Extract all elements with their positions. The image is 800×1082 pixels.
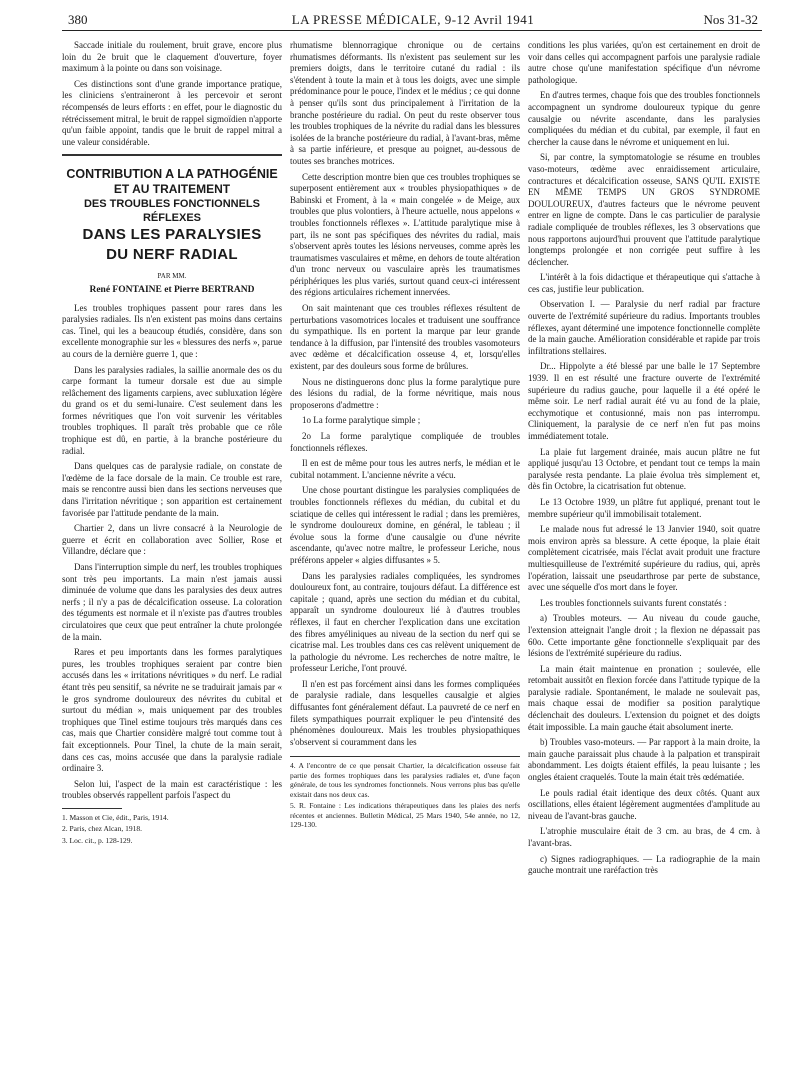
- footnote: 4. A l'encontre de ce que pensait Chartier, la décalcification osseuse fait partie des formes trophiques dans les paralysies radiales et, d'une façon générale, de tous les syndromes fonctionnels. Nous verrons plus bas qu'elle existait dans nos deux cas.: [290, 761, 520, 799]
- paragraph: Cette description montre bien que ces troubles trophiques se superposent entièrement aux « troubles physiopathiques » de Babinski et Froment, à la « main congelée » de Meige, aux troubles que plus volontiers, à l'heure actuelle, nous appelons « troubles fonctionnels réflexes ». L'attitude paralytique mise à part, ils ne sont pas spécifiques des névrites du radial, mais s'observent après toutes les lésions nerveuses, comme après les traumatismes vasculaires et même, en dehors de toute altération d'un tronc nerveux ou vasculaire après les traumatismes périphériques les plus variés, surtout quand ceux-ci intéressent des régions articulaires richement innervées.: [290, 171, 520, 298]
- paragraph: Si, par contre, la symptomatologie se résume en troubles vaso-moteurs, œdème avec enraidissement articulaire, contractures et décalcification osseuse, SANS QU'IL EXISTE EN MÊME TEMPS UN GROS SYNDROME DOULOUREUX, d'autres facteurs que le névrome peuvent entrer en ligne de compte. Dans le cas particulier de paralysie radiale compliquée de troubles réflexes, les 3 observations que nous rapportons aujourd'hui prouvent que l'attitude paralytique longtemps prolongée et non corrigée peut suffire à les déclencher.: [528, 152, 760, 267]
- authors: René FONTAINE et Pierre BERTRAND: [89, 284, 255, 295]
- paragraph: Selon lui, l'aspect de la main est caractéristique : les troubles observés rappellent parfois l'aspect du: [62, 778, 282, 801]
- paragraph: 1o La forme paralytique simple ;: [302, 415, 421, 426]
- paragraph: Dans quelques cas de paralysie radiale, on constate de l'œdème de la face dorsale de la main. Ce trouble est rare, mais se rencontre aussi bien dans les sections nerveuses que dans l'irritation névritique ; son apparition est certainement favorisée par l'attitude pendante de la main.: [62, 461, 282, 518]
- paragraph: a) Troubles moteurs. — Au niveau du coude gauche, l'extension atteignait l'angle droit ; la flexion ne dépassait pas 60o. Cette importante gêne fonctionnelle s'expliquait par des lésions de l'extrémité supérieure du radius.: [528, 613, 760, 659]
- paragraph: b) Troubles vaso-moteurs. — Par rapport à la main droite, la main gauche paraissait plus chaude à la palpation et transpirait abondamment. Les doigts étaient effilés, la peau luisante ; les ongles étaient craquelés. Toute la main était très œdématiée.: [528, 737, 760, 783]
- paragraph: On sait maintenant que ces troubles réflexes résultent de perturbations vasomotrices locales et traduisent une souffrance du sympathique. Ils en portent la marque par leur grande tendance à la diffusion, par l'intensité des troubles vasomoteurs avec œdème et décalcification osseuse 4, et, lorsqu'elles existent, par des douleurs sous forme de brûlures.: [290, 303, 520, 372]
- paragraph: Les troubles trophiques passent pour rares dans les paralysies radiales. Ils n'en existent pas moins dans certains cas. Tinel, qui les a beaucoup étudiés, considère, dans son excellente monographie sur les « blessures des nerfs », parue au cours de la dernière guerre 1, que :: [62, 302, 282, 359]
- footnote-rule: [290, 756, 520, 757]
- page-header: [68, 12, 758, 32]
- footnote: 3. Loc. cit., p. 128-129.: [62, 835, 133, 845]
- paragraph: L'atrophie musculaire était de 3 cm. au bras, de 4 cm. à l'avant-bras.: [528, 826, 760, 848]
- column-2: [290, 40, 520, 1072]
- column-3: [528, 40, 760, 1072]
- paragraph: Nous ne distinguerons donc plus la forme paralytique pure des lésions du radial, de la forme névritique, mais nous proposerons d'admettre :: [290, 376, 520, 410]
- byline-label: PAR MM.: [157, 272, 187, 281]
- article-title-line: RÉFLEXES: [142, 212, 202, 225]
- article-title-line: DU NERF RADIAL: [106, 246, 238, 264]
- footnote: 5. R. Fontaine : Les indications thérapeutiques dans les plaies des nerfs récentes et anciennes. Bulletin Médical, 25 Mars 1940, 54e année, no 12, 129-130.: [290, 801, 520, 830]
- paragraph: La plaie fut largement drainée, mais aucun plâtre ne fut appliqué jusqu'au 13 Octobre, et pendant tout ce temps la main paralysée resta pendante. La plaie évolua très simplement et, dès fin Octobre, la cicatrisation fut obtenue.: [528, 446, 760, 492]
- footnote-rule: [62, 808, 122, 809]
- paragraph: Le pouls radial était identique des deux côtés. Quant aux oscillations, elles étaient légèrement augmentées d'amplitude au niveau de l'avant-bras gauche.: [528, 787, 760, 821]
- article-title-line: DES TROUBLES FONCTIONNELS: [83, 198, 260, 211]
- paragraph: Dans les paralysies radiales, la saillie anormale des os du carpe formant la tumeur dorsale est due au simple relâchement des ligaments carpiens, avec subluxation légère du grand os et du semi-lunaire. C'est seulement dans les formes névritiques que l'on voit survenir les véritables troubles trophiques. Il paraît très probable que ce rôle trophique est dû, en partie, à la branche postérieure du radial.: [62, 364, 282, 456]
- paragraph: Observation I. — Paralysie du nerf radial par fracture ouverte de l'extrémité supérieure du radius. Importants troubles réflexes, ayant déterminé une impotence fonctionnelle complète de la main gauche. Amélioration considérable et rapide par trois infiltrations stellaires.: [528, 299, 760, 356]
- article-title-line: ET AU TRAITEMENT: [113, 182, 231, 197]
- paragraph: Une chose pourtant distingue les paralysies compliquées de troubles fonctionnels réflexes du médian, du cubital et du sciatique de celles qui intéressent le radial ; dans les premières, le syndrome douloureux domine, en général, le tableau ; il évolue sous la forme d'une causalgie ou d'une névrite ascendante, qu'avec notre maître, le professeur Leriche, nous préférons appeler « algies diffusantes » 5.: [290, 485, 520, 565]
- paragraph: rhumatisme blennorragique chronique ou de certains rhumatismes déformants. Ils n'existent pas seulement sur les premiers doigts, dans le territoire cutané du radial : ils s'étendent à toute la main et à tous les doigts, avec une simple prédominance pour le pouce, l'index et le médius ; ce qui donne à penser qu'ils sont dus principalement à l'irritation de la branche postérieure du radial. On peut du reste observer tous les troubles trophiques de la névrite du radial dans les blessures isolées de la branche postérieure du radial, à l'avant-bras, même à sa partie inférieure, et presque au poignet, au-dessous de toutes ses branches motrices.: [290, 40, 520, 166]
- article-title-line: CONTRIBUTION A LA PATHOGÉNIE: [66, 167, 278, 182]
- footnote: 1. Masson et Cie, édit., Paris, 1914.: [62, 812, 169, 822]
- header-rule: [62, 30, 762, 31]
- journal-title: LA PRESSE MÉDICALE, 9-12 Avril 1941: [291, 12, 535, 27]
- issue-number: Nos 31-32: [703, 12, 758, 27]
- paragraph: Le malade nous fut adressé le 13 Janvier 1940, soit quatre mois environ après sa blessure. A cette époque, la plaie était complètement cicatrisée, mais l'éclat avait produit une fracture multiesquilleuse de l'extrémité supérieure du radius, qui, après l'opération, laissait une pseudarthrose par perte de substance, avec une séquelle d'os mort dans le foyer.: [528, 524, 760, 593]
- paragraph: Ces distinctions sont d'une grande importance pratique, les cliniciens s'entraineront à les percevoir et seront récompensés de leurs efforts : en effet, pour le diagnostic du rétrécissement mitral, le bruit de rappel sigmoïdien n'apporte qu'un faible appoint, tandis que le bruit de rappel mitral a une valeur considérable.: [62, 78, 282, 147]
- paragraph: Il en est de même pour tous les autres nerfs, le médian et le cubital notamment. L'ancienne névrite a vécu.: [290, 458, 520, 480]
- paragraph: Chartier 2, dans un livre consacré à la Neurologie de guerre et écrit en collaboration avec Sollier, Rose et Villandre, déclare que :: [62, 523, 282, 557]
- paragraph: L'intérêt à la fois didactique et thérapeutique qui s'attache à ces cas, justifie leur publication.: [528, 272, 760, 294]
- page-number: 380: [68, 12, 88, 27]
- paragraph: Le 13 Octobre 1939, un plâtre fut appliqué, prenant tout le membre supérieur qu'il immobilisait totalement.: [528, 496, 760, 519]
- paragraph: c) Signes radiographiques. — La radiographie de la main gauche montrait une raréfaction très: [528, 853, 760, 876]
- paragraph: 2o La forme paralytique compliquée de troubles fonctionnels réflexes.: [290, 431, 520, 453]
- article-separator: [62, 154, 282, 156]
- footnote: 2. Paris, chez Alcan, 1918.: [62, 824, 142, 834]
- paragraph: Les troubles fonctionnels suivants furent constatés :: [540, 597, 727, 608]
- paragraph: Dans les paralysies radiales compliquées, les syndromes douloureux font, au contraire, toujours défaut. La différence est capitale ; quand, après une section du médian et du cubital, apparaît un syndrome douloureux lié à d'autres troubles réflexes, il faut en chercher l'explication dans une excitation des fibres amyéliniques au niveau de la section du nerf qui se cicatrise mal. Les troubles dans ces cas relèvent uniquement de la pathologie du névrome. Les recherches de notre maître, le professeur Leriche, l'ont prouvé.: [290, 570, 520, 674]
- paragraph: conditions les plus variées, qu'on est certainement en droit de voir dans celles qui accompagnent parfois une paralysie radiale autre chose qu'une manifestation spécifique d'un névrome pathologique.: [528, 40, 760, 85]
- article-title-line: DANS LES PARALYSIES: [82, 226, 262, 244]
- paragraph: Dr... Hippolyte a été blessé par une balle le 17 Septembre 1939. Il en est résulté une fracture ouverte de l'extrémité supérieure du radius gauche, pour laquelle il a été opéré le même soir. Le nerf radial aurait été vu au fond de la plaie, ecchymotique et contusionné, mais non pas interrompu. Cliniquement, la paralysie de ce nerf n'en fut pas moins immédiatement totale.: [528, 361, 760, 441]
- paragraph: Il n'en est pas forcément ainsi dans les formes compliquées de paralysie radiale, dans lesquelles causalgie et algies diffusantes font généralement défaut. La pauvreté de ce nerf en filets sympathiques pourrait expliquer le peu d'intensité des phénomènes douloureux. Mais les troubles physiopathiques s'observent si couramment dans les: [290, 678, 520, 747]
- paragraph: Dans l'interruption simple du nerf, les troubles trophiques sont très peu importants. La main n'est jamais aussi diminuée de volume que dans les paralysies des deux autres nerfs ; il n'y a pas de décalcification osseuse. La coloration des téguments est normale et il n'existe pas d'autres troubles circulatoires que ceux que peut entraîner la chute prolongée de la main.: [62, 562, 282, 642]
- paragraph: Rares et peu importants dans les formes paralytiques pures, les troubles trophiques seraient par contre bien accusés dans les « irritations névritiques » du nerf. Le radial étant très peu sensitif, sa névrite ne se traduirait jamais par « le gros syndrome douloureux des névrites du cubital et surtout du médian », mais uniquement par des troubles trophiques que Tinel estime toujours très marqués dans ces cas, mais que Chartier considère malgré tout comme tout à fait exceptionnels. Pour Tinel, la chute de la main serait, dans ces cas, moins accusée que dans la paralysie radiale ordinaire 3.: [62, 647, 282, 774]
- paragraph: En d'autres termes, chaque fois que des troubles fonctionnels accompagnent un syndrome douloureux typique du genre causalgie ou névrite ascendante, dans les paralysies compliquées du médian et du cubital, par exemple, il faut en chercher la cause dans le névrome et uniquement en lui.: [528, 90, 760, 147]
- article-title-block: [62, 166, 282, 296]
- paragraph: Saccade initiale du roulement, bruit grave, encore plus loin du 2e bruit que le claquement d'ouverture, foyer maximum à la pointe ou dans son voisinage.: [62, 40, 282, 74]
- column-1: [62, 40, 282, 1072]
- paragraph: La main était maintenue en pronation ; soulevée, elle retombait aussitôt en flexion forcée dans l'attitude typique de la paralysie radiale. Spontanément, le malade ne soulevait pas, mais chaque essai de modifier sa position paralytique déclenchait des douleurs. L'extension du poignet et des doigts était impossible. La main gauche était absolument inerte.: [528, 663, 760, 732]
